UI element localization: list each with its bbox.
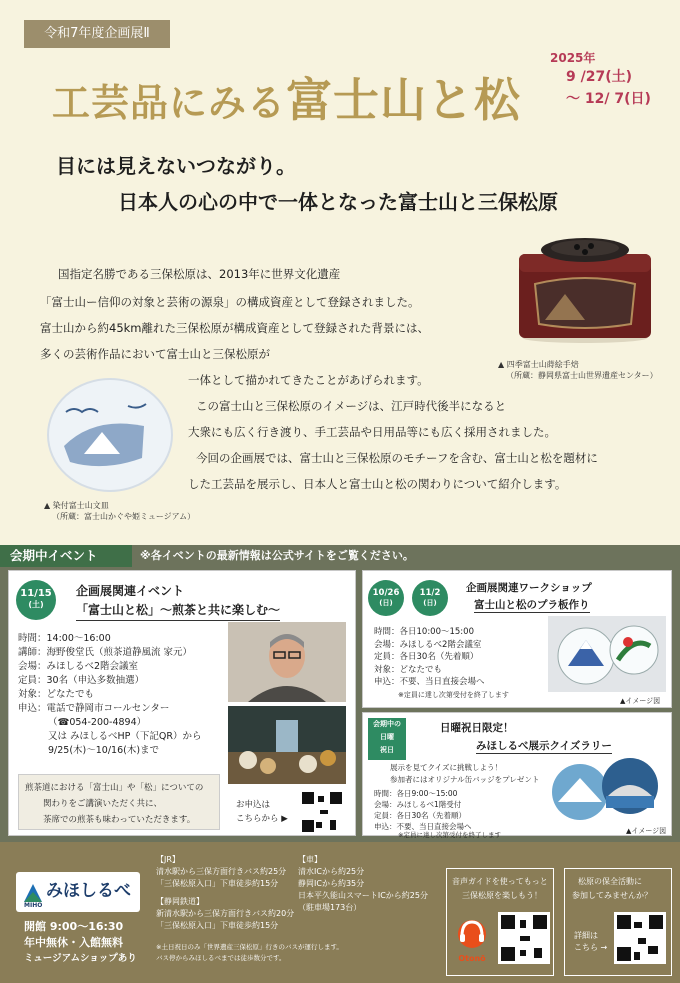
conservation-text-2: 参加してみませんか？ [572,891,652,900]
event3-badge-line: 祝日 [380,746,394,754]
exhibition-date-end: ～ 12/ 7(日) [566,91,651,107]
intro-line: 大衆にも広く行き渡り、手工芸品や日用品等にも広く採用されました。 [188,425,556,439]
access-ship-head: 【静岡鉄道】 [156,897,204,906]
audio-guide-logo [452,914,492,966]
event1-details [18,632,201,758]
event2-detail-line: 申込：不要、当日直接会場へ [374,677,485,687]
event1-day: (土) [28,600,44,609]
headphone-icon [452,914,492,950]
event3-detail-line: 定員：各日30名（先着順） [374,811,467,820]
event3-detail-line: 時間：各日9:00～15:00 [374,789,458,798]
museum-logo-icon [22,880,44,904]
intro-line: 国指定名勝である三保松原は、2013年に世界文化遺産 [58,267,341,281]
plate-caption-owner: （所蔵：富士山かぐや姫ミュージアム） [52,512,196,521]
event1-desc-line: 茶席での煎茶も味わっていただきます。 [43,815,196,825]
event2-date-badge-a [368,580,404,616]
event1-detail-line: 又は みほしるべHP（下記QR）から [48,731,202,742]
access-car-4: （駐車場173台） [298,903,362,912]
access-ship-1: 新清水駅から三保方面行きバス約20分 [156,909,295,918]
access-car-2: 静岡ICから約35分 [298,879,365,888]
access-jr-1: 清水駅から三保方面行きバス約25分 [156,867,287,876]
event1-apply-2: こちらから ▶ [236,814,288,824]
museum-logo-name: みほしるべ [46,881,131,901]
exhibition-title [52,64,521,130]
event2-title2: 富士山と松のプラ板作り [474,599,590,611]
event2-detail-line: 会場：みほしるべ2階会議室 [374,639,482,650]
access-note-1: ※土日祝日のみ「世界遺産三保松原」行きのバスが運行します。 [156,943,343,951]
opening-hours: 開館 9:00～16:30 [24,920,124,933]
event3-detail-line: 申込：不要、当日直接会場へ [374,822,472,831]
lead-line-2: 日本人の心の中で一体となった富士山と三保松原 [118,190,558,214]
event3-desc-1: 展示を見てクイズに挑戦しよう！ [390,763,503,772]
intro-line: した工芸品を展示し、日本人と富士山と松の関わりについて紹介します。 [188,477,567,491]
event1-date-badge [16,580,56,620]
intro-line: 一体として描かれてきたことがあげられます。 [188,373,429,387]
event2-detail-line: 時間：各日10:00～15:00 [374,627,474,637]
event2-date-b: 11/2 [419,588,441,598]
event1-title1: 企画展関連イベント [76,584,185,598]
event3-badge-line: 会期中の [373,720,401,728]
museum-logo-sub: MIHO [24,902,43,909]
event3-badge-line: 日曜 [380,733,394,741]
access-ship-2: 「三保松原入口」下車徒歩約15分 [156,921,279,930]
intro-line: 多くの芸術作品において富士山と三保松原が [40,347,270,361]
event3-badge [368,718,406,760]
event1-detail-line: （☎054-200-4894） [48,717,147,728]
events-band-note: ※各イベントの最新情報は公式サイトをご覧ください。 [140,549,414,562]
event2-details [374,626,485,689]
intro-line: 「富士山ー信仰の対象と芸術の源泉」の構成資産として登録されました。 [40,295,420,309]
event3-details [374,788,472,832]
event2-image-label: ▲イメージ図 [620,697,661,705]
event3-note: ※定員に達し次第受付を終了します [398,831,501,839]
event1-detail-line: 対象：どなたでも [18,689,95,700]
event1-desc-box [18,774,220,830]
conservation-detail-1: 詳細は [574,931,598,940]
box-caption-name: ▲ 四季富士山蒔絵手焙 [498,360,579,369]
event1-detail-line: 9/25(木)～10/16(木)まで [48,745,160,756]
event1-detail-line: 会場：みほしるべ2階会議室 [18,661,139,672]
exhibition-year: 2025年 [550,51,596,65]
plastic-plate-image [548,616,666,692]
porcelain-plate-image [44,376,176,494]
event2-note: ※定員に達し次第受付を終了します [398,691,509,699]
event1-title2: 「富士山と松」～煎茶と共に楽しむ～ [76,601,280,621]
event1-apply-1: お申込は [236,800,271,810]
event1-date: 11/15 [20,588,52,599]
event1-desc-line: 煎茶道における「富士山」や「松」についての [25,783,204,793]
access-jr-2: 「三保松原入口」下車徒歩約15分 [156,879,279,888]
audio-guide-text-2: 三保松原を楽しもう！ [462,891,542,900]
intro-line: この富士山と三保松原のイメージは、江戸時代後半になると [196,399,507,413]
event3-title1: 日曜祝日限定！ [440,722,514,734]
tea-set-photo [228,706,346,784]
conservation-text-1: 松原の保全活動に [578,877,642,886]
audio-guide-text-1: 音声ガイドを使ってもっと [452,877,548,886]
badge-image [546,756,666,822]
audio-guide-logo-text: Otonō [458,954,486,963]
access-jr-head: 【JR】 [156,855,180,864]
access-note-2: バス停からみほしるべまでは徒歩数分です。 [156,954,286,962]
access-car-head: 【車】 [298,855,322,864]
conservation-detail-2: こちら → [574,943,608,952]
event1-detail-line: 講師：海野俊堂氏（煎茶道静風流 家元） [18,647,193,658]
events-band-label: 会期中イベント [0,545,132,567]
event2-date-a: 10/26 [372,588,400,598]
exhibition-tag: 令和7年度企画展Ⅱ [24,20,170,48]
exhibition-date-start: 9 /27(土) [566,69,633,85]
event2-detail-line: 対象：どなたでも [374,664,443,675]
event1-detail-line: 定員：30名（申込多数抽選） [18,675,145,686]
title-part-a: 工芸品にみる [52,80,287,125]
event1-qr-code[interactable] [300,790,344,834]
title-part-b: 富士山と松 [286,73,522,127]
event3-desc-2: 参加者にはオリジナル缶バッジをプレゼント [390,775,540,784]
intro-line: 今回の企画展では、富士山と三保松原のモチーフを含む、富士山と松を題材に [196,451,598,465]
intro-line: 富士山から約45km離れた三保松原が構成資産として登録された背景には、 [40,321,429,335]
lacquer-box-image [505,232,665,344]
event3-detail-line: 会場：みほしるべ1階受付 [374,800,462,809]
event2-date-badge-b [412,580,448,616]
museum-shop: ミュージアムショップあり [24,953,137,964]
event1-desc-line: 関わりをご講演いただく共に、 [43,799,163,809]
event1-detail-line: 申込：電話で静岡市コールセンター [18,703,170,714]
access-car-1: 清水ICから約25分 [298,867,365,876]
event1-detail-line: 時間：14:00～16:00 [18,633,111,644]
event2-detail-line: 定員：各日30名（先着順） [374,652,479,662]
lecturer-photo [228,622,346,702]
event2-title1: 企画展関連ワークショップ [466,582,592,594]
box-caption-owner: （所蔵：静岡県富士山世界遺産センター） [506,371,658,380]
lead-line-1: 目には見えないつながり。 [56,154,296,178]
museum-logo [16,872,140,912]
event3-image-label: ▲イメージ図 [626,827,667,835]
audio-guide-qr-code[interactable] [498,912,550,964]
event2-day-b: (日) [423,599,437,607]
closed-days: 年中無休・入館無料 [24,936,123,949]
event2-day-a: (日) [379,599,393,607]
conservation-qr-code[interactable] [614,912,666,964]
access-car-3: 日本平久能山スマートICから約25分 [298,891,428,900]
event3-title2: みほしるべ展示クイズラリー [476,740,612,752]
plate-caption-name: ▲ 染付富士山文皿 [44,501,109,510]
